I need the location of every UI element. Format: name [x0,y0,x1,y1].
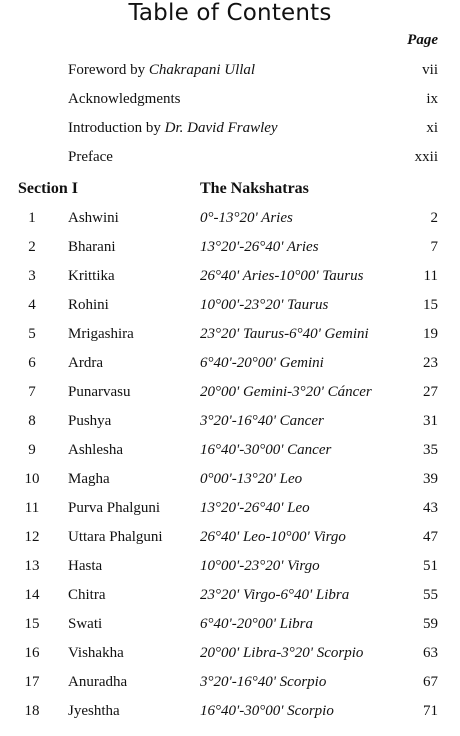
entry-name: Pushya [68,413,112,429]
entry-number: 8 [28,413,36,429]
entry-page: 31 [423,413,438,429]
front-matter-label: Introduction by Dr. David Frawley [68,120,278,136]
front-matter-page: xxii [414,149,438,165]
entry-page: 27 [423,384,438,400]
entry-number: 12 [24,529,40,545]
entry-name: Swati [68,616,103,632]
entry-number: 6 [28,355,36,371]
toc-entry-row [0,555,460,577]
front-matter-row [0,59,460,81]
entry-range: 10°00'-23°20' Taurus [200,297,329,313]
entry-range: 0°-13°20' Aries [200,210,293,226]
entry-page: 59 [423,616,438,632]
entry-number: 17 [24,674,40,690]
front-matter-row [0,88,460,110]
entry-range: 13°20'-26°40' Leo [200,500,310,516]
entry-name: Bharani [68,239,116,255]
entry-range: 3°20'-16°40' Cancer [200,413,324,429]
entry-number: 9 [28,442,36,458]
entry-number: 7 [28,384,36,400]
front-matter-page: ix [426,91,438,107]
toc-entry-row [0,671,460,693]
entry-range: 26°40' Aries-10°00' Taurus [200,268,364,284]
entry-name: Uttara Phalguni [68,529,163,545]
toc-entry-row [0,439,460,461]
section-label: Section I [18,180,78,197]
entry-range: 16°40'-30°00' Cancer [200,442,332,458]
entry-name: Rohini [68,297,109,313]
entry-page: 2 [430,210,438,226]
entry-name: Punarvasu [68,384,131,400]
toc-entry-row [0,613,460,635]
entry-name: Ardra [68,355,103,371]
entry-range: 0°00'-13°20' Leo [200,471,303,487]
entry-page: 11 [423,268,438,284]
entry-page: 47 [423,529,438,545]
entry-name: Krittika [68,268,115,284]
entry-range: 6°40'-20°00' Libra [200,616,314,632]
section-header [0,178,460,200]
toc-entry-row [0,352,460,374]
toc-entry-row [0,468,460,490]
entry-page: 67 [423,674,438,690]
entry-name: Hasta [68,558,103,574]
entry-number: 10 [24,471,40,487]
entry-name: Anuradha [68,674,128,690]
entry-range: 23°20' Taurus-6°40' Gemini [200,326,369,342]
entry-number: 18 [24,703,40,719]
entry-range: 10°00'-23°20' Virgo [200,558,320,574]
entry-number: 14 [24,587,40,603]
toc-entry-row [0,584,460,606]
entry-range: 6°40'-20°00' Gemini [200,355,324,371]
front-matter-page: xi [426,120,438,136]
toc-entry-row [0,236,460,258]
toc-entry-row [0,294,460,316]
entry-range: 20°00' Gemini-3°20' Cáncer [200,384,372,400]
toc-entry-row [0,265,460,287]
entry-name: Vishakha [68,645,124,661]
toc-entry-row [0,497,460,519]
entry-number: 4 [28,297,36,313]
entry-number: 15 [24,616,40,632]
entry-name: Ashwini [68,210,119,226]
entry-page: 51 [423,558,438,574]
entry-page: 71 [423,703,438,719]
entry-range: 20°00' Libra-3°20' Scorpio [200,645,364,661]
entry-name: Ashlesha [68,442,123,458]
entry-range: 23°20' Virgo-6°40' Libra [200,587,350,603]
toc-entry-row [0,410,460,432]
entry-name: Magha [68,471,110,487]
toc-entry-row [0,381,460,403]
toc-entry-row [0,700,460,722]
entry-number: 3 [28,268,36,284]
entry-page: 19 [423,326,438,342]
entry-number: 2 [28,239,36,255]
entry-page: 15 [423,297,438,313]
entry-number: 1 [28,210,36,226]
page-title: Table of Contents [128,0,332,26]
entry-page: 43 [423,500,438,516]
entry-name: Mrigashira [68,326,134,342]
entry-page: 55 [423,587,438,603]
entry-name: Chitra [68,587,106,603]
front-matter-row [0,146,460,168]
front-matter-row [0,117,460,139]
entry-page: 63 [423,645,438,661]
front-matter-label: Preface [68,149,113,165]
entry-name: Purva Phalguni [68,500,161,516]
entry-range: 16°40'-30°00' Scorpio [200,703,334,719]
front-matter-label: Foreword by Chakrapani Ullal [68,62,256,78]
entry-number: 5 [28,326,36,342]
entry-number: 13 [24,558,40,574]
entry-number: 16 [24,645,40,661]
toc-entry-row [0,207,460,229]
front-matter-label: Acknowledgments [68,91,181,107]
entry-range: 13°20'-26°40' Aries [200,239,319,255]
section-heading: The Nakshatras [200,180,309,197]
entry-page: 23 [423,355,438,371]
entry-page: 35 [423,442,438,458]
entry-name: Jyeshtha [68,703,120,719]
entry-number: 11 [24,500,40,516]
front-matter-page: vii [422,62,438,78]
entry-page: 39 [423,471,438,487]
entry-page: 7 [430,239,438,255]
toc-entry-row [0,642,460,664]
page-column-header: Page [407,32,438,48]
entry-range: 3°20'-16°40' Scorpio [200,674,327,690]
toc-entry-row [0,526,460,548]
toc-entry-row [0,323,460,345]
entry-range: 26°40' Leo-10°00' Virgo [200,529,346,545]
